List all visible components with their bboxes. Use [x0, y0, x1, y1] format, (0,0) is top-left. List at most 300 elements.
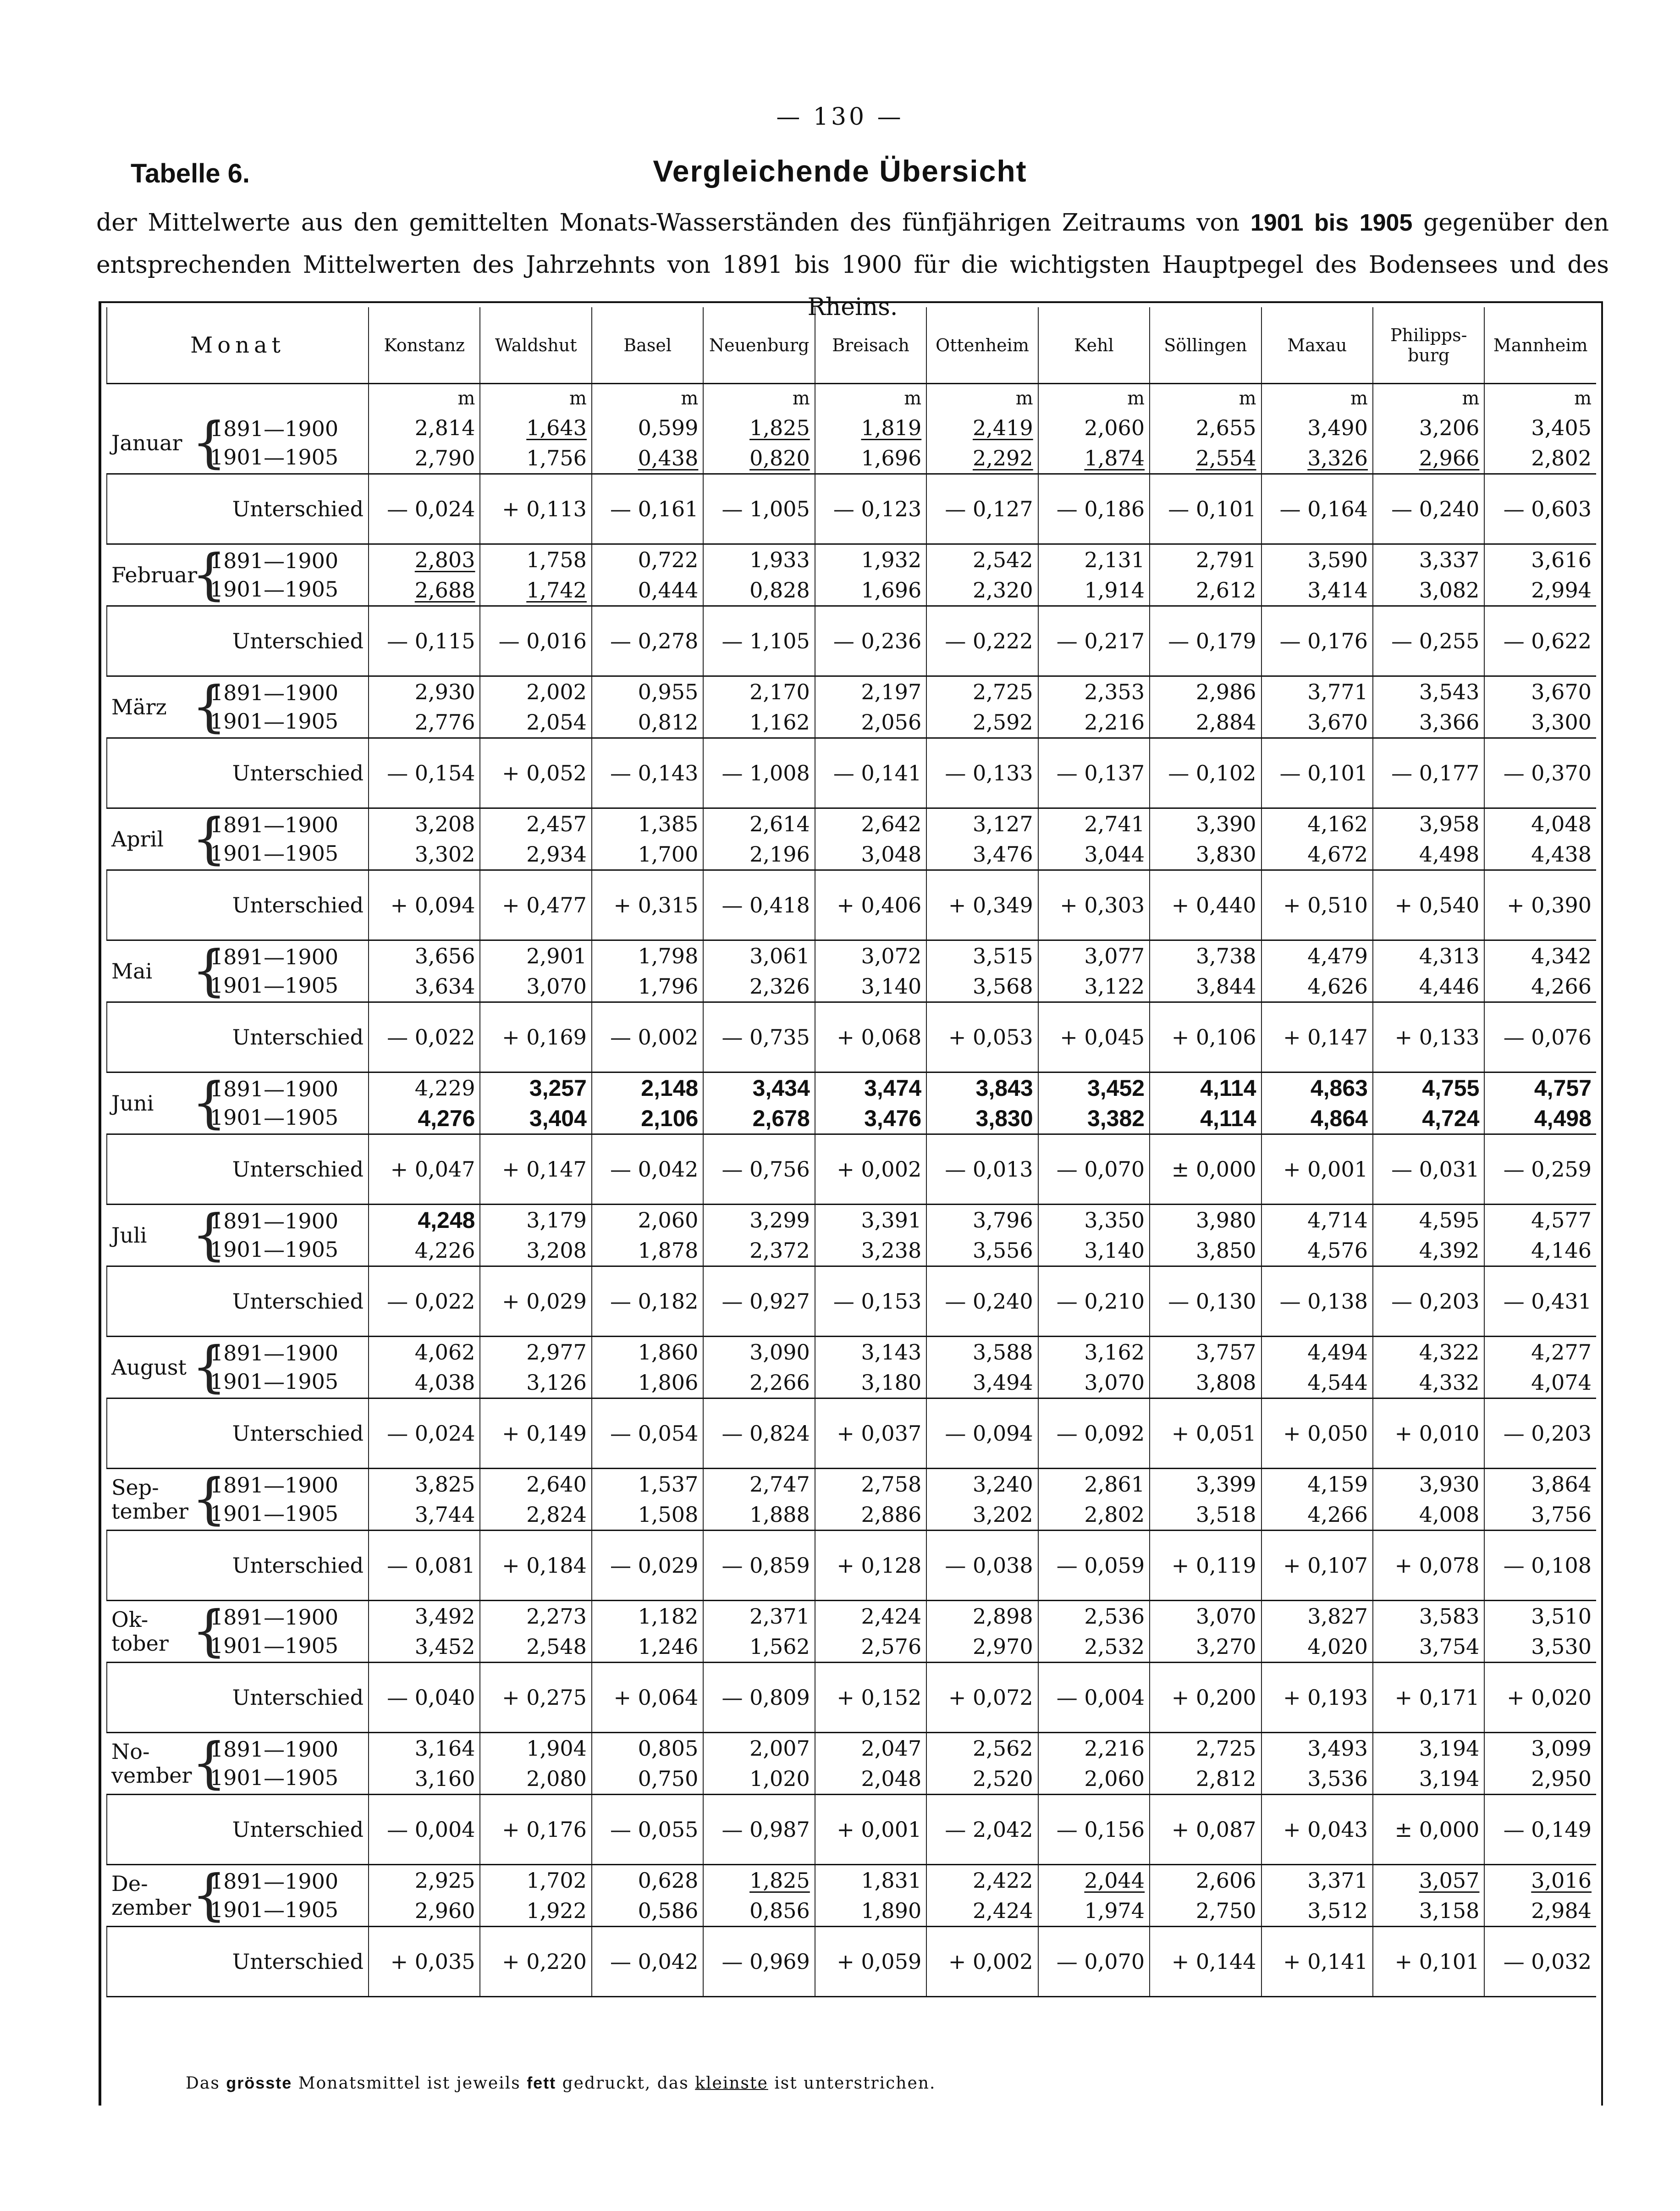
value-cell — [592, 676, 703, 708]
value-cell — [703, 1337, 815, 1368]
period-a-label: 1891—1900 — [210, 813, 339, 837]
value-cell — [1150, 1337, 1261, 1368]
difference-cell: — 0,138 — [1261, 1266, 1373, 1337]
value-cell — [703, 676, 815, 708]
value-text: 3,512 — [1307, 1898, 1368, 1923]
value-cell — [1373, 1235, 1484, 1266]
value-cell — [815, 1601, 926, 1632]
month-name — [107, 1740, 192, 1787]
difference-cell: — 0,177 — [1373, 738, 1484, 808]
value-text: 3,048 — [861, 842, 922, 867]
value-text: 2,966 — [1419, 446, 1480, 470]
difference-label: Unterschied — [107, 1134, 369, 1205]
value-text: 1,825 — [749, 1868, 810, 1893]
value-text: 2,592 — [972, 710, 1033, 735]
value-text: 2,197 — [861, 680, 922, 704]
value-cell — [926, 839, 1038, 870]
value-cell — [1373, 443, 1484, 474]
value-cell — [1150, 940, 1261, 972]
value-cell — [1038, 1763, 1150, 1795]
month-name: Mai — [111, 959, 153, 984]
value-text: 2,532 — [1084, 1634, 1145, 1659]
difference-cell: — 0,133 — [926, 738, 1038, 808]
value-cell — [592, 1601, 703, 1632]
month-name — [107, 1608, 192, 1655]
value-cell — [480, 808, 591, 840]
footnote-underlined-word: kleinste — [695, 2074, 768, 2093]
value-text: 4,020 — [1307, 1634, 1368, 1659]
footnote-post: ist unterstrichen. — [774, 2074, 936, 2093]
value-text: 2,170 — [749, 680, 810, 704]
value-text: 2,824 — [526, 1502, 587, 1527]
value-text: 4,266 — [1531, 974, 1592, 999]
value-cell — [926, 413, 1038, 443]
value-text: 1,798 — [638, 944, 699, 968]
value-cell — [1150, 1235, 1261, 1266]
difference-cell: + 0,144 — [1150, 1927, 1261, 1997]
value-cell — [926, 1235, 1038, 1266]
unit-cell: m — [1373, 384, 1484, 413]
value-text: 2,080 — [526, 1766, 587, 1791]
data-table — [106, 307, 1596, 1997]
difference-cell: — 2,042 — [926, 1795, 1038, 1865]
station-header: Mannheim — [1484, 307, 1596, 384]
value-cell — [926, 707, 1038, 738]
value-cell — [926, 1072, 1038, 1104]
value-text: 2,758 — [861, 1472, 922, 1497]
value-text: 2,776 — [414, 710, 475, 735]
value-cell — [926, 1367, 1038, 1398]
value-cell — [1373, 575, 1484, 606]
period-b-label: 1901—1905 — [210, 709, 339, 734]
value-text: 1,890 — [861, 1898, 922, 1923]
table-label: Tabelle 6. — [131, 159, 250, 188]
value-cell — [1261, 1337, 1373, 1368]
value-text: 3,492 — [414, 1604, 475, 1629]
value-text: 2,925 — [414, 1868, 475, 1893]
value-text: 3,057 — [1419, 1868, 1480, 1893]
value-text: 2,884 — [1195, 710, 1256, 735]
value-cell — [815, 1631, 926, 1663]
brace-glyph: { — [192, 1732, 227, 1795]
value-cell — [926, 808, 1038, 840]
value-cell — [369, 1896, 480, 1927]
difference-cell: + 0,128 — [815, 1531, 926, 1601]
value-cell — [480, 1631, 591, 1663]
value-text: 1,700 — [638, 842, 699, 867]
value-text: 4,322 — [1419, 1340, 1480, 1365]
difference-cell: — 0,031 — [1373, 1134, 1484, 1205]
period-b-label: 1901—1905 — [210, 973, 339, 998]
difference-cell: — 0,024 — [369, 474, 480, 544]
difference-cell: — 0,094 — [926, 1398, 1038, 1469]
value-cell — [1261, 1631, 1373, 1663]
value-text: 3,371 — [1307, 1868, 1368, 1893]
value-cell — [1261, 1205, 1373, 1236]
value-text: 3,536 — [1307, 1766, 1368, 1791]
value-cell — [703, 1235, 815, 1266]
table-row — [107, 1601, 1596, 1632]
value-text: 4,672 — [1307, 842, 1368, 867]
brace-glyph: { — [192, 413, 227, 474]
difference-cell: + 0,107 — [1261, 1531, 1373, 1601]
month-name: März — [111, 695, 167, 719]
value-cell — [1150, 707, 1261, 738]
value-text: 3,510 — [1531, 1604, 1592, 1629]
value-text: 3,634 — [414, 974, 475, 999]
value-text: 3,556 — [972, 1238, 1033, 1263]
value-cell — [480, 1235, 591, 1266]
value-text: 3,864 — [1531, 1472, 1592, 1497]
brace-glyph: { — [192, 544, 227, 606]
value-cell — [1373, 1865, 1484, 1896]
value-cell — [480, 575, 591, 606]
value-text: 3,490 — [1307, 415, 1368, 440]
value-cell — [1038, 1235, 1150, 1266]
table-row — [107, 1733, 1596, 1764]
value-cell — [815, 971, 926, 1002]
difference-cell: + 0,053 — [926, 1002, 1038, 1072]
difference-row — [107, 606, 1596, 676]
value-text: 3,568 — [972, 974, 1033, 999]
value-cell — [703, 1763, 815, 1795]
value-text: 1,537 — [638, 1472, 699, 1497]
difference-label: Unterschied — [107, 1531, 369, 1601]
value-cell — [592, 940, 703, 972]
value-text: 1,796 — [638, 974, 699, 999]
value-cell — [1373, 839, 1484, 870]
header-row — [107, 307, 1596, 384]
value-cell — [1150, 575, 1261, 606]
value-cell — [926, 676, 1038, 708]
station-header: Kehl — [1038, 307, 1150, 384]
unit-cell: m — [592, 384, 703, 413]
difference-cell: — 0,164 — [1261, 474, 1373, 544]
value-text: 2,056 — [861, 710, 922, 735]
value-text: 2,196 — [749, 842, 810, 867]
value-text: 3,072 — [861, 944, 922, 968]
difference-cell: + 0,176 — [480, 1795, 591, 1865]
difference-cell: — 0,004 — [1038, 1663, 1150, 1733]
value-cell — [1373, 707, 1484, 738]
difference-cell: + 0,171 — [1373, 1663, 1484, 1733]
value-cell — [1373, 1896, 1484, 1927]
value-text: 3,206 — [1419, 415, 1480, 440]
table-row — [107, 1865, 1596, 1896]
value-text: 4,498 — [1534, 1106, 1592, 1131]
value-cell — [1038, 413, 1150, 443]
difference-label: Unterschied — [107, 738, 369, 808]
value-text: 3,414 — [1307, 578, 1368, 602]
value-text: 4,446 — [1419, 974, 1480, 999]
value-cell — [815, 1235, 926, 1266]
value-cell — [1150, 1367, 1261, 1398]
value-cell — [926, 1469, 1038, 1500]
value-cell — [1038, 1631, 1150, 1663]
difference-cell: + 0,113 — [480, 474, 591, 544]
station-header: Söllingen — [1150, 307, 1261, 384]
value-cell — [1373, 544, 1484, 575]
subtitle-year-to: 1905 — [1359, 210, 1413, 236]
value-text: 1,643 — [526, 415, 587, 440]
value-text: 3,180 — [861, 1370, 922, 1395]
value-cell — [480, 1733, 591, 1764]
value-text: 4,498 — [1419, 842, 1480, 867]
month-label-cell — [107, 1072, 369, 1134]
value-cell — [703, 808, 815, 840]
value-cell — [926, 1499, 1038, 1531]
value-cell — [1373, 413, 1484, 443]
value-cell — [1150, 1499, 1261, 1531]
value-cell — [815, 1733, 926, 1764]
value-text: 4,159 — [1307, 1472, 1368, 1497]
value-text: 1,831 — [861, 1868, 922, 1893]
month-name: Juli — [111, 1223, 147, 1248]
difference-cell: — 0,016 — [480, 606, 591, 676]
value-text: 3,757 — [1195, 1340, 1256, 1365]
value-text: 4,392 — [1419, 1238, 1480, 1263]
value-cell — [1038, 1205, 1150, 1236]
value-cell — [369, 940, 480, 972]
difference-cell: + 0,540 — [1373, 870, 1484, 940]
value-text: 3,143 — [861, 1340, 922, 1365]
value-text: 3,122 — [1084, 974, 1145, 999]
value-text: 2,750 — [1195, 1898, 1256, 1923]
value-cell — [926, 1865, 1038, 1896]
value-cell — [369, 971, 480, 1002]
month-name: April — [111, 827, 164, 851]
brace-glyph: { — [192, 1864, 227, 1927]
value-text: 1,696 — [861, 446, 922, 470]
value-text: 3,616 — [1531, 547, 1592, 572]
label-part: No- — [111, 1739, 150, 1764]
period-a-label: 1891—1900 — [210, 416, 339, 441]
value-cell — [369, 1072, 480, 1104]
value-text: 2,606 — [1195, 1868, 1256, 1893]
value-cell — [480, 707, 591, 738]
difference-label: Unterschied — [107, 1795, 369, 1865]
difference-cell: — 0,092 — [1038, 1398, 1150, 1469]
value-cell — [1038, 808, 1150, 840]
value-text: 1,922 — [526, 1898, 587, 1923]
value-cell — [1150, 1469, 1261, 1500]
difference-row — [107, 474, 1596, 544]
value-cell — [703, 1103, 815, 1134]
value-cell — [592, 1499, 703, 1531]
value-text: 4,226 — [414, 1238, 475, 1263]
value-cell — [1038, 971, 1150, 1002]
value-cell — [592, 1631, 703, 1663]
difference-cell: + 0,510 — [1261, 870, 1373, 940]
value-text: 2,353 — [1084, 680, 1145, 704]
period-a-label: 1891—1900 — [210, 945, 339, 969]
period-a-label: 1891—1900 — [210, 1869, 339, 1894]
value-text: 4,494 — [1307, 1340, 1368, 1365]
value-text: 1,182 — [638, 1604, 699, 1629]
value-cell — [1261, 413, 1373, 443]
month-label-cell — [107, 1601, 369, 1663]
value-cell — [815, 940, 926, 972]
table-row — [107, 1072, 1596, 1104]
value-text: 3,399 — [1195, 1472, 1256, 1497]
value-text: 3,808 — [1195, 1370, 1256, 1395]
value-text: 4,276 — [418, 1106, 475, 1131]
value-cell — [1038, 1865, 1150, 1896]
difference-cell: — 0,055 — [592, 1795, 703, 1865]
value-text: 3,061 — [749, 944, 810, 968]
value-cell — [1373, 1072, 1484, 1104]
value-text: 2,048 — [861, 1766, 922, 1791]
period-b-label: 1901—1905 — [210, 1501, 339, 1526]
difference-cell: — 0,756 — [703, 1134, 815, 1205]
table-row — [107, 940, 1596, 972]
value-text: 0,750 — [638, 1766, 699, 1791]
value-text: 4,724 — [1422, 1106, 1480, 1131]
difference-cell: — 0,022 — [369, 1266, 480, 1337]
value-text: 1,756 — [526, 446, 587, 470]
value-cell — [480, 1103, 591, 1134]
value-cell — [1484, 940, 1596, 972]
value-text: 3,160 — [414, 1766, 475, 1791]
value-cell — [369, 1205, 480, 1236]
value-cell — [1261, 808, 1373, 840]
value-text: 3,738 — [1195, 944, 1256, 968]
value-text: 1,508 — [638, 1502, 699, 1527]
value-cell — [815, 707, 926, 738]
value-cell — [1261, 1469, 1373, 1500]
value-cell — [369, 1235, 480, 1266]
period-labels — [210, 547, 338, 603]
unit-cell: m — [1150, 384, 1261, 413]
difference-cell: — 0,059 — [1038, 1531, 1150, 1601]
value-cell — [703, 1469, 815, 1500]
footnote-pre: Das — [186, 2074, 220, 2093]
difference-cell: — 0,927 — [703, 1266, 815, 1337]
difference-cell: — 0,101 — [1150, 474, 1261, 544]
value-cell — [1261, 1103, 1373, 1134]
value-cell — [369, 575, 480, 606]
value-cell — [369, 808, 480, 840]
value-cell — [926, 443, 1038, 474]
value-text: 3,382 — [1087, 1106, 1145, 1131]
value-text: 2,576 — [861, 1634, 922, 1659]
value-cell — [592, 1733, 703, 1764]
value-text: 4,714 — [1307, 1208, 1368, 1233]
value-text: 2,007 — [749, 1736, 810, 1761]
value-cell — [592, 575, 703, 606]
value-cell — [1150, 1103, 1261, 1134]
value-text: 2,950 — [1531, 1766, 1592, 1791]
value-cell — [480, 676, 591, 708]
value-text: 3,179 — [526, 1208, 587, 1233]
value-text: 2,688 — [414, 578, 475, 602]
value-text: 4,162 — [1307, 812, 1368, 836]
value-cell — [1484, 413, 1596, 443]
value-cell — [480, 839, 591, 870]
period-labels — [210, 1867, 338, 1924]
value-text: 1,878 — [638, 1238, 699, 1263]
table-row — [107, 544, 1596, 575]
value-cell — [1261, 1896, 1373, 1927]
month-column-header: Monat — [107, 307, 369, 384]
period-b-label: 1901—1905 — [210, 1765, 339, 1790]
difference-row — [107, 1663, 1596, 1733]
value-text: 3,771 — [1307, 680, 1368, 704]
value-text: 3,405 — [1531, 415, 1592, 440]
value-text: 0,722 — [638, 547, 699, 572]
unit-cell: m — [703, 384, 815, 413]
value-cell — [1261, 1072, 1373, 1104]
value-cell — [592, 707, 703, 738]
value-cell — [1150, 1631, 1261, 1663]
value-text: 3,754 — [1419, 1634, 1480, 1659]
value-cell — [480, 1499, 591, 1531]
difference-cell: + 0,035 — [369, 1927, 480, 1997]
value-cell — [480, 1865, 591, 1896]
value-cell — [1373, 940, 1484, 972]
value-text: 3,162 — [1084, 1340, 1145, 1365]
value-cell — [480, 1205, 591, 1236]
subtitle-year-from: 1901 — [1250, 210, 1304, 236]
difference-cell: + 0,349 — [926, 870, 1038, 940]
value-text: 3,127 — [972, 812, 1033, 836]
value-cell — [1038, 707, 1150, 738]
value-cell — [592, 1235, 703, 1266]
period-labels — [210, 1075, 338, 1132]
value-text: 3,515 — [972, 944, 1033, 968]
value-cell — [1484, 1763, 1596, 1795]
value-cell — [703, 1733, 815, 1764]
value-text: 4,266 — [1307, 1502, 1368, 1527]
value-cell — [1484, 1072, 1596, 1104]
difference-cell: — 0,431 — [1484, 1266, 1596, 1337]
subtitle-part2: gegenüber den entsprechenden Mittelwerten des Jahrzehnts von 1891 bis 1900 für die wichtigsten Hauptpegel des Bodensees und des Rheins. — [96, 209, 1609, 321]
value-text: 3,077 — [1084, 944, 1145, 968]
difference-cell: + 0,045 — [1038, 1002, 1150, 1072]
station-header: Neuenburg — [703, 307, 815, 384]
value-text: 0,955 — [638, 680, 699, 704]
value-text: 2,934 — [526, 842, 587, 867]
value-text: 3,140 — [861, 974, 922, 999]
value-text: 2,424 — [861, 1604, 922, 1629]
value-cell — [592, 808, 703, 840]
value-cell — [703, 1896, 815, 1927]
value-cell — [592, 1072, 703, 1104]
value-cell — [592, 443, 703, 474]
value-text: 2,861 — [1084, 1472, 1145, 1497]
value-cell — [1150, 443, 1261, 474]
value-cell — [1261, 676, 1373, 708]
difference-cell: — 0,143 — [592, 738, 703, 808]
value-cell — [703, 940, 815, 972]
value-cell — [592, 413, 703, 443]
value-text: 0,828 — [749, 578, 810, 602]
value-cell — [703, 839, 815, 870]
difference-cell: + 0,303 — [1038, 870, 1150, 940]
value-text: 2,814 — [414, 415, 475, 440]
value-text: 3,044 — [1084, 842, 1145, 867]
value-cell — [1150, 413, 1261, 443]
value-text: 2,898 — [972, 1604, 1033, 1629]
value-text: 4,248 — [418, 1207, 475, 1233]
value-text: 3,530 — [1531, 1634, 1592, 1659]
value-text: 2,960 — [414, 1898, 475, 1923]
period-a-label: 1891—1900 — [210, 1473, 339, 1498]
value-text: 2,266 — [749, 1370, 810, 1395]
value-cell — [926, 940, 1038, 972]
month-label-cell — [107, 413, 369, 474]
value-text: 2,741 — [1084, 812, 1145, 836]
